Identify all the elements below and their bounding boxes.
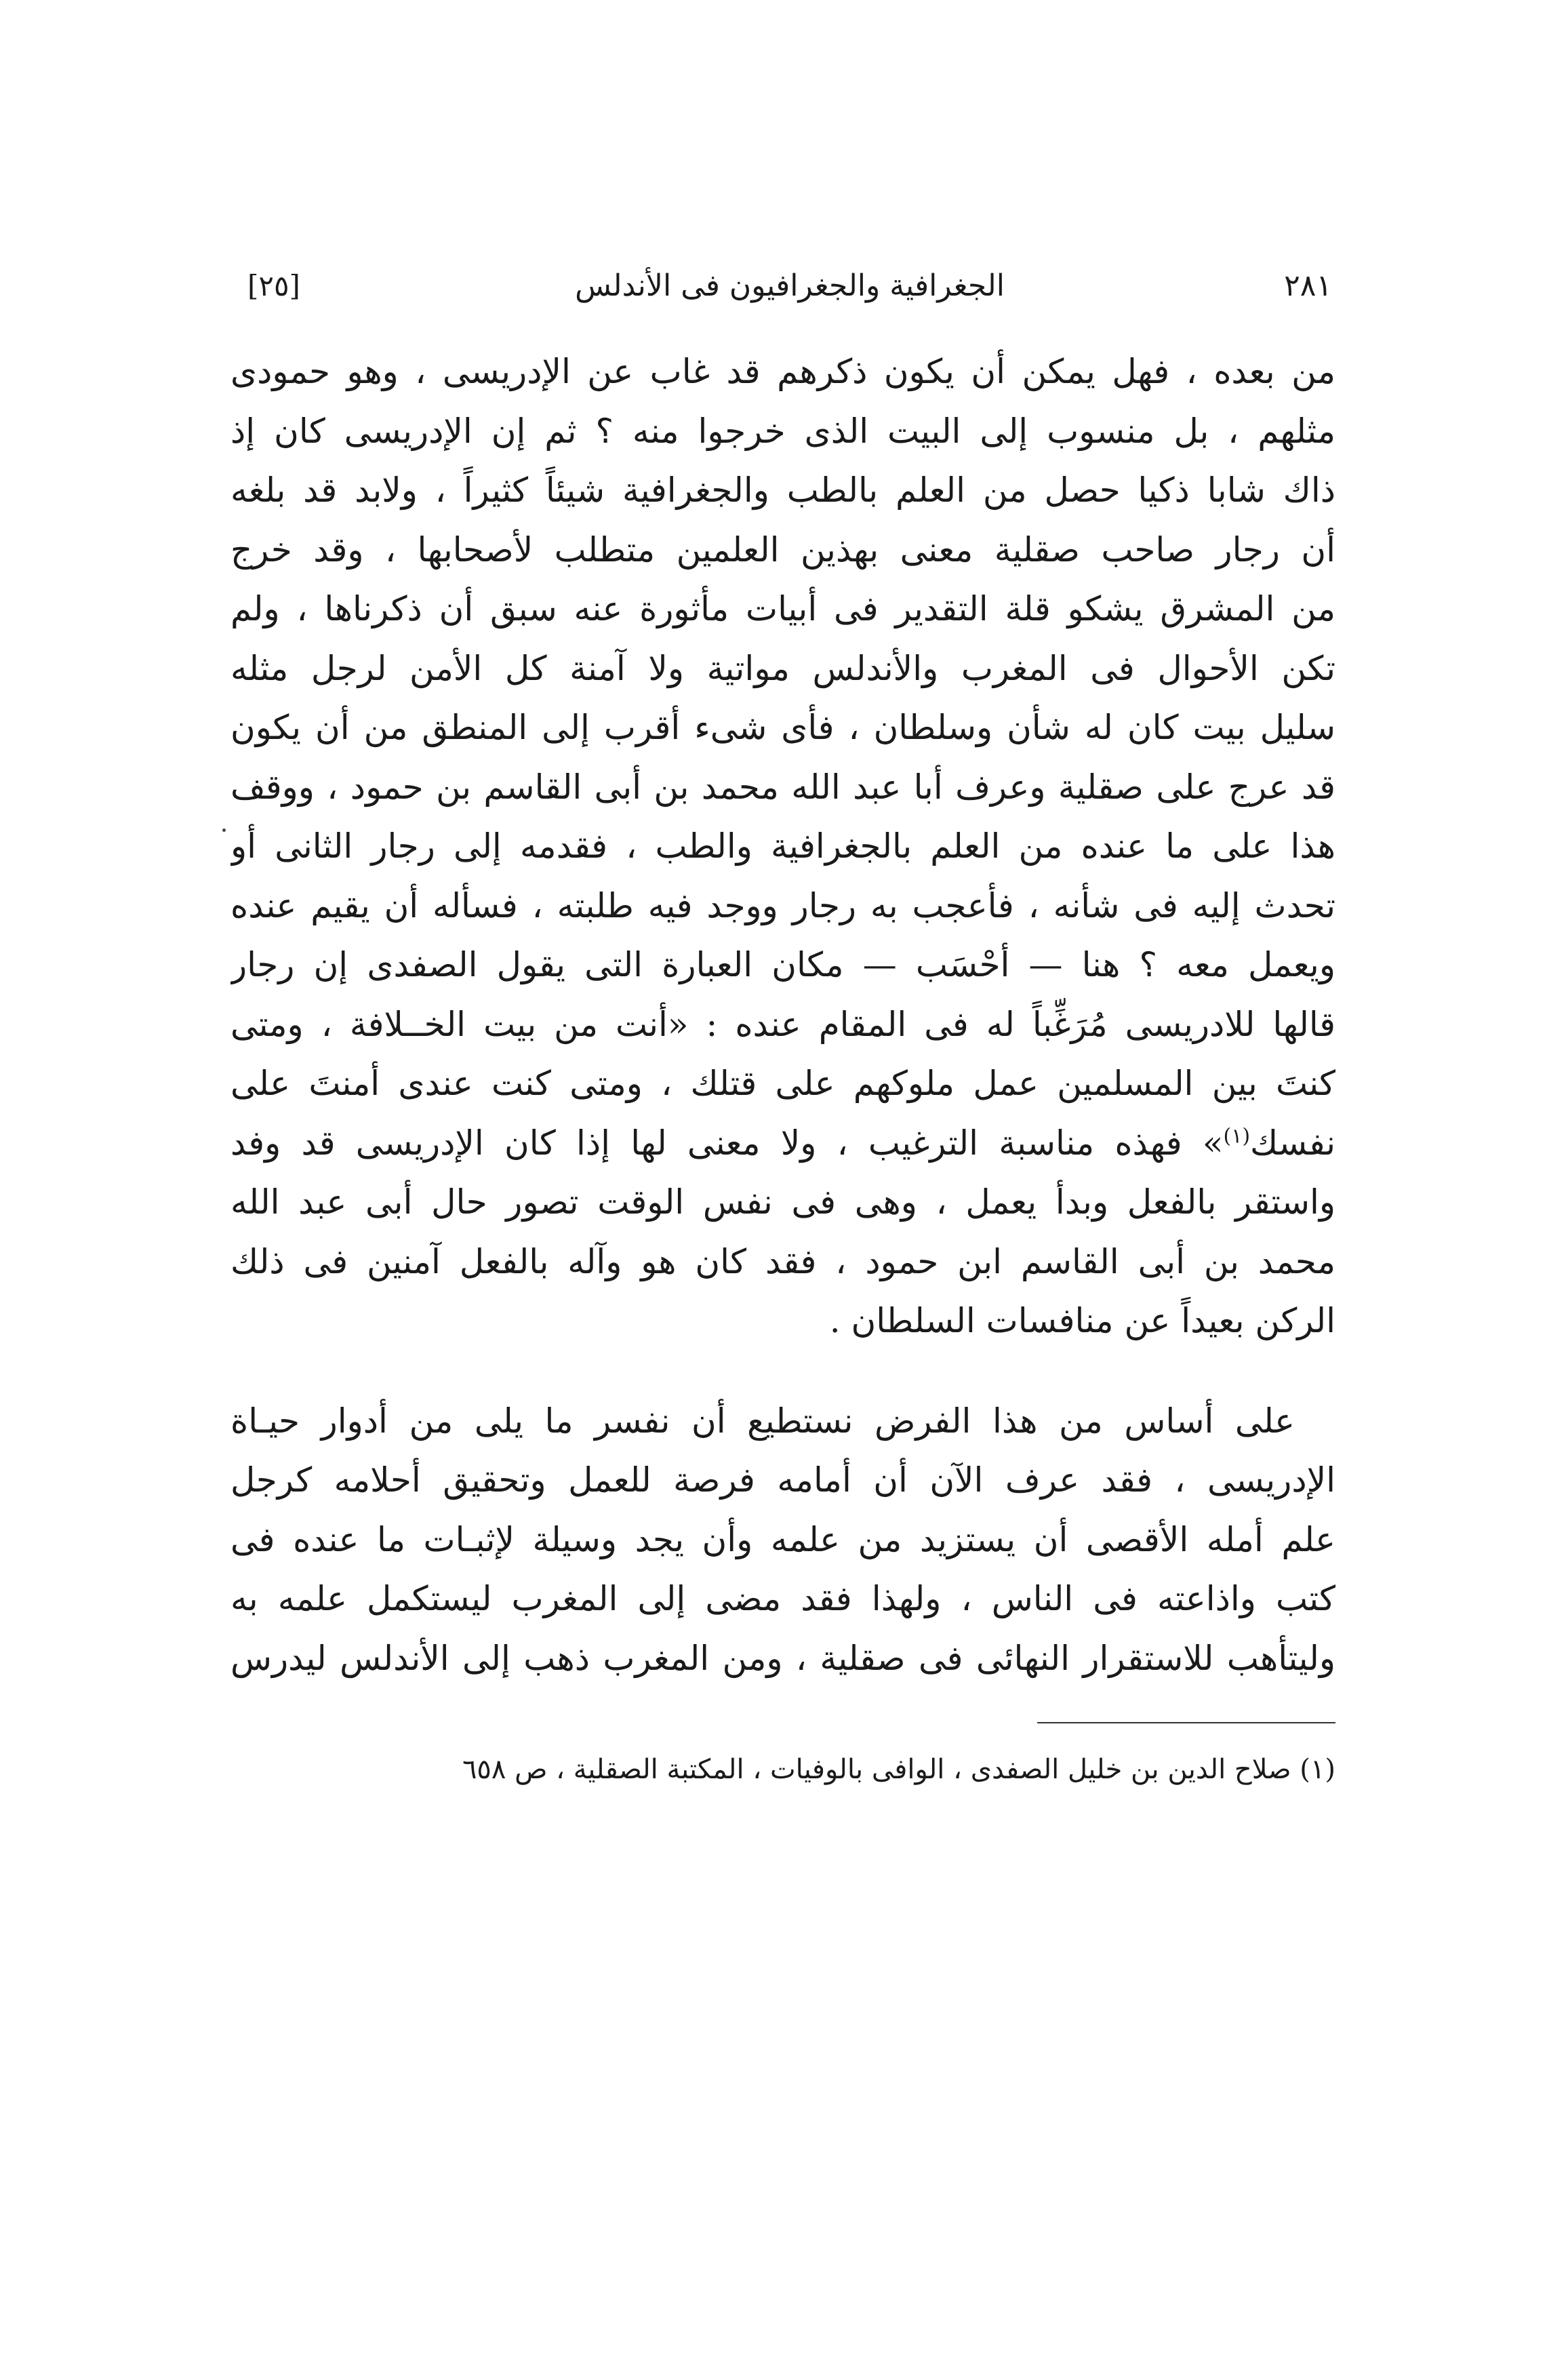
text-line: الإدريسى ، فقد عرف الآن أن أمامه فرصة للعمل وتحقيق أحلامه كرجل bbox=[230, 1460, 1335, 1500]
paragraph-1 bbox=[230, 342, 1335, 1351]
text-line: تحدث إليه فى شأنه ، فأعجب به رجار ووجد فيه طلبته ، فسأله أن يقيم عنده bbox=[230, 885, 1335, 925]
margin-dot bbox=[222, 828, 226, 832]
text-line: سليل بيت كان له شأن وسلطان ، فأى شىء أقرب إلى المنطق من أن يكون bbox=[230, 708, 1335, 747]
text-line: قالها للادريسى مُرَغِّباً له فى المقام عنده : «أنت من بيت الخــلافة ، ومتى bbox=[230, 1004, 1335, 1044]
body-text bbox=[230, 342, 1335, 1688]
text-line: أن رجار صاحب صقلية معنى بهذين العلمين متطلب لأصحابها ، وقد خرج bbox=[230, 529, 1335, 569]
paragraph-spacer bbox=[230, 1351, 1335, 1392]
text-line: هذا على ما عنده من العلم بالجغرافية والطب ، فقدمه إلى رجار الثانى أو bbox=[230, 826, 1335, 866]
text-line: علم أمله الأقصى أن يستزيد من علمه وأن يجد وسيلة لإثبـات ما عنده فى bbox=[230, 1519, 1335, 1559]
footnote bbox=[462, 1739, 1335, 1800]
text-line: محمد بن أبى القاسم ابن حمود ، فقد كان هو وآله بالفعل آمنين فى ذلك bbox=[230, 1241, 1335, 1281]
header-title: الجغرافية والجغرافيون فى الأندلس bbox=[575, 268, 1005, 303]
text-line: من المشرق يشكو قلة التقدير فى أبيات مأثورة عنه سبق أن ذكرناها ، ولم bbox=[230, 589, 1335, 628]
text-segment: نفسك bbox=[1250, 1123, 1335, 1163]
footnote-marker: (١) bbox=[1300, 1754, 1335, 1785]
text-line: كتب واذاعته فى الناس ، ولهذا فقد مضى إلى المغرب ليستكمل علمه به bbox=[230, 1579, 1335, 1618]
running-head bbox=[247, 252, 1332, 320]
footnote-text: صلاح الدين بن خليل الصفدى ، الوافى بالوفيات ، المكتبة الصقلية ، ص ٦٥٨ bbox=[462, 1754, 1291, 1785]
text-segment: » فهذه مناسبة الترغيب ، ولا معنى لها إذا كان الإدريسى قد وفد bbox=[230, 1123, 1224, 1163]
footnote-reference: (١) bbox=[1223, 1123, 1251, 1148]
text-line: مثلهم ، بل منسوب إلى البيت الذى خرجوا منه ؟ ثم إن الإدريسى كان إذ bbox=[230, 411, 1335, 451]
text-line: كنتَ بين المسلمين عمل ملوكهم على قتلك ، ومتى كنت عندى أمنتَ على bbox=[230, 1064, 1335, 1103]
text-line: ذاك شابا ذكيا حصل من العلم بالطب والجغرافية شيئاً كثيراً ، ولابد قد بلغه bbox=[230, 471, 1335, 510]
text-line: واستقر بالفعل وبدأ يعمل ، وهى فى نفس الوقت تصور حال أبى عبد الله bbox=[230, 1182, 1335, 1222]
text-line: تكن الأحوال فى المغرب والأندلس مواتية ولا آمنة كل الأمن لرجل مثله bbox=[230, 648, 1335, 688]
section-number: [٢٥] bbox=[247, 269, 300, 302]
text-line: على أساس من هذا الفرض نستطيع أن نفسر ما يلى من أدوار حيـاة bbox=[230, 1401, 1295, 1441]
text-line: الركن بعيداً عن منافسات السلطان . bbox=[829, 1301, 1335, 1340]
footnote-rule bbox=[1037, 1722, 1335, 1723]
text-line: من بعده ، فهل يمكن أن يكون ذكرهم قد غاب عن الإدريسى ، وهو حمودى bbox=[230, 352, 1335, 391]
text-line-with-footnote bbox=[230, 1114, 1335, 1174]
page-number: ٢٨١ bbox=[1284, 268, 1332, 303]
text-line: ويعمل معه ؟ هنا — أحْسَب — مكان العبارة التى يقول الصفدى إن رجار bbox=[230, 945, 1335, 984]
text-line: وليتأهب للاستقرار النهائى فى صقلية ، ومن المغرب ذهب إلى الأندلس ليدرس bbox=[230, 1638, 1335, 1678]
text-line: قد عرج على صقلية وعرف أبا عبد الله محمد بن أبى القاسم بن حمود ، ووقف bbox=[230, 767, 1335, 807]
paragraph-2 bbox=[230, 1392, 1335, 1689]
